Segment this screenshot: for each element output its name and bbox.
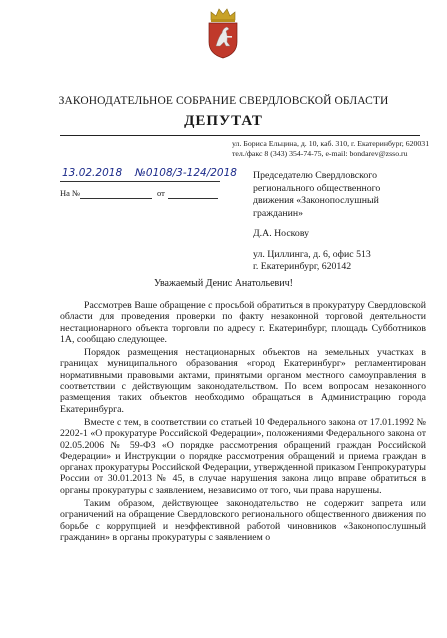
body-paragraph-1: Рассмотрев Ваше обращение с просьбой обратиться в прокуратуру Свердловской области для проведения проверки по факту незаконной торговой деятельности нестационарного объекта торговли по адресу г. Екатеринбург, площадь Субботников 1А, сообщаю следующее. <box>60 300 426 345</box>
date-number-underline <box>60 181 220 182</box>
recipient-line2: регионального общественного <box>253 182 381 194</box>
header-divider <box>60 135 420 136</box>
deputy-title: ДЕПУТАТ <box>184 113 263 129</box>
letter-body <box>60 300 426 545</box>
reference-number-label: На № <box>60 188 81 198</box>
recipient-name: Д.А. Носкову <box>253 228 310 239</box>
body-paragraph-4: Таким образом, действующее законодательство не содержит запрета или ограничений на обращение Свердловского регионального общественного движения по борьбе с коррупцией и неэффективной работой чиновников «Законопослушный гражданин» в органы прокуратуры с заявлением о <box>60 498 426 543</box>
recipient-city: г. Екатеринбург, 620142 <box>253 261 352 272</box>
reference-date-label: от <box>157 188 165 198</box>
recipient-line1: Председателю Свердловского <box>253 170 377 181</box>
sender-address <box>232 139 429 159</box>
greeting: Уважаемый Денис Анатольевич! <box>154 278 293 289</box>
recipient-street: ул. Циллинга, д. 6, офис 513 <box>253 248 371 260</box>
organization-name: ЗАКОНОДАТЕЛЬНОЕ СОБРАНИЕ СВЕРДЛОВСКОЙ ОБЛАСТИ <box>58 95 389 107</box>
handwritten-outgoing-number: №0108/3-124/2018 <box>135 167 237 179</box>
recipient-line3: движения «Законопослушный <box>253 195 379 206</box>
recipient-line4: гражданин» <box>253 207 303 219</box>
reference-number-underline <box>80 198 152 199</box>
recipient-block <box>253 170 433 274</box>
handwritten-date: 13.02.2018 <box>62 167 123 179</box>
sender-contacts-line: тел./факс 8 (343) 354-74-75, e-mail: bondarev@zsso.ru <box>232 149 408 158</box>
body-paragraph-3: Вместе с тем, в соответствии со статьей 10 Федерального закона от 17.01.1992 № 2202-1 «О прокуратуре Российской Федерации», положениями Федерального закона от 02.05.2006 № 59-ФЗ «О порядке рассмотрения обращений граждан Российской Федерации» и Инструкции о порядке рассмотрения обращений и приема граждан в органах прокуратуры Российской Федерации, утвержденной приказом Генпрокуратуры России от 30.01.2013 № 45, в случае нарушения закона лицо вправе обратиться в органы прокуратуры с заявлением, независимо от того, чьи права нарушены. <box>60 416 426 496</box>
reference-date-underline <box>168 198 218 199</box>
sender-address-line1: ул. Бориса Ельцина, д. 10, каб. 310, г. Екатеринбург, 620031 <box>232 139 430 148</box>
body-paragraph-2: Порядок размещения нестационарных объектов на земельных участках в границах муниципального образования «город Екатеринбург» регламентирован нормативными правовыми актами, принятыми органом местного самоуправления в соответствии с действующим законодательством. По всем вопросам незаконного размещения таких объектов необходимо обращаться в Администрацию города Екатеринбурга. <box>60 347 426 415</box>
coat-of-arms-emblem <box>201 6 245 60</box>
